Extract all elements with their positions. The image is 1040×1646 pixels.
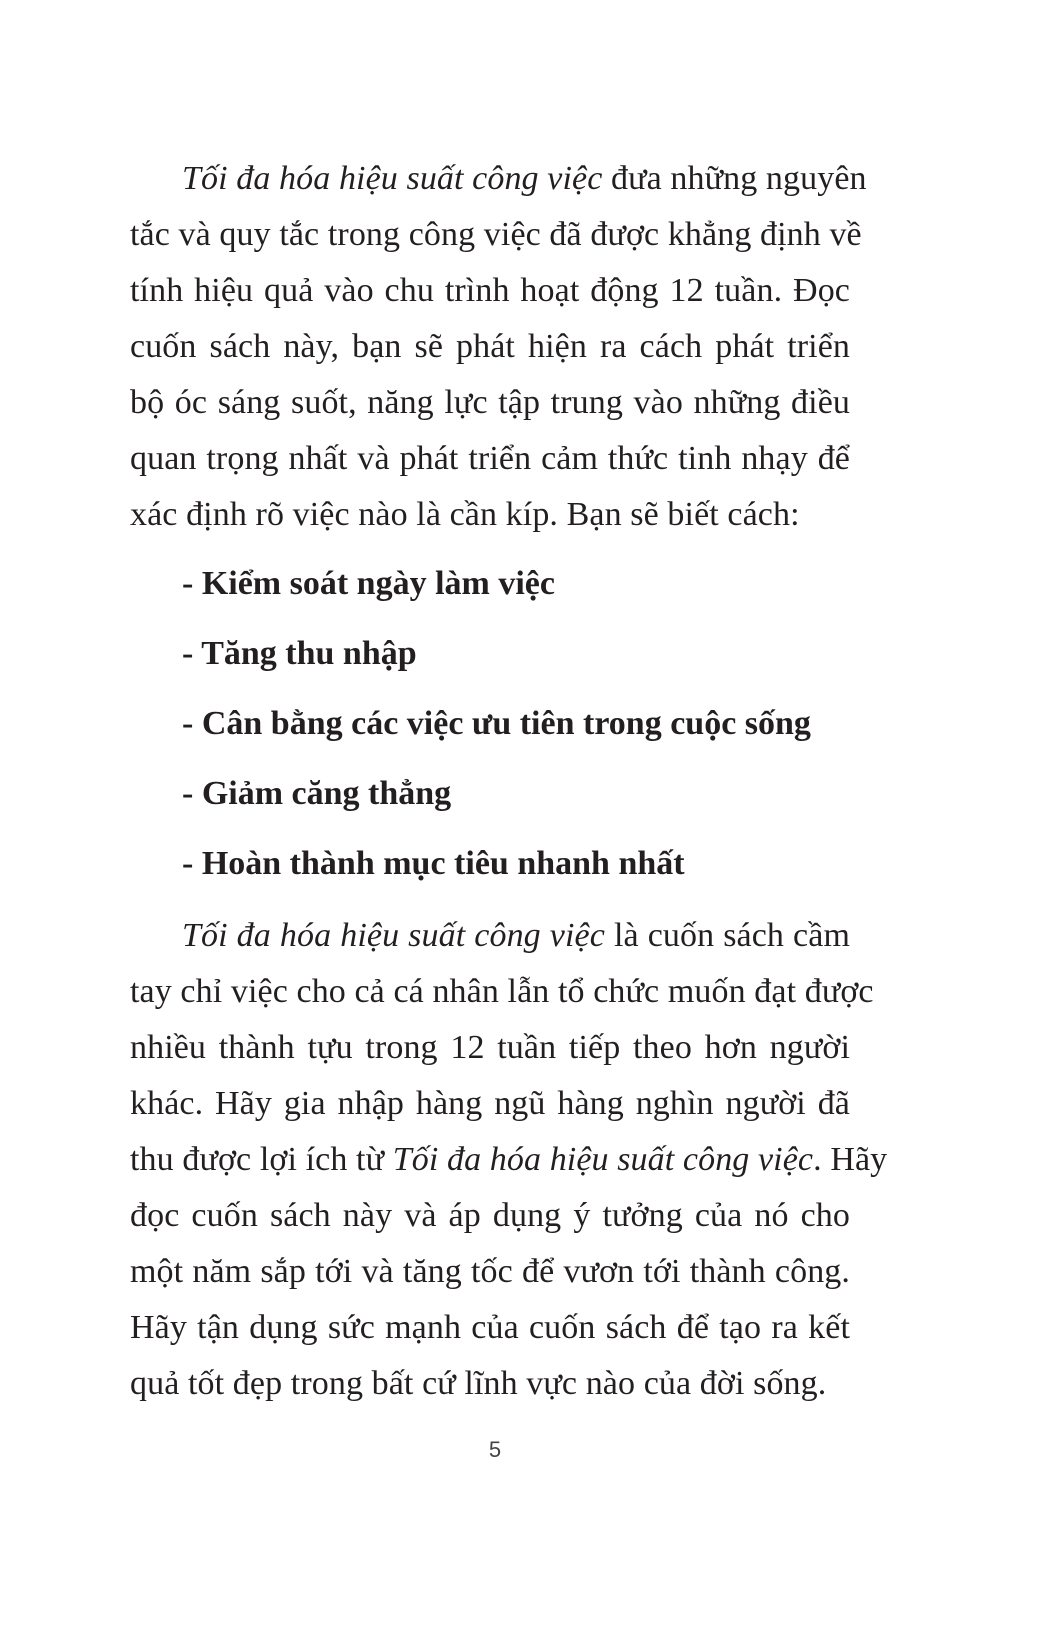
paragraph-line: tính hiệu quả vào chu trình hoạt động 12 tuần. Đọc: [130, 272, 850, 309]
paragraph-line: Tối đa hóa hiệu suất công việc là cuốn sách cầm: [182, 917, 850, 954]
paragraph-line: quan trọng nhất và phát triển cảm thức tinh nhạy để: [130, 440, 850, 477]
benefit-list: [182, 554, 882, 904]
paragraph-line: quả tốt đẹp trong bất cứ lĩnh vực nào của đời sống.: [130, 1365, 827, 1402]
paragraph-line: xác định rõ việc nào là cần kíp. Bạn sẽ biết cách:: [130, 496, 800, 533]
paragraph-line: khác. Hãy gia nhập hàng ngũ hàng nghìn người đã: [130, 1085, 850, 1122]
list-item: - Kiểm soát ngày làm việc: [182, 565, 555, 602]
paragraph-line: một năm sắp tới và tăng tốc để vươn tới thành công.: [130, 1253, 850, 1290]
list-item: - Cân bằng các việc ưu tiên trong cuộc sống: [182, 705, 811, 742]
book-title: Tối đa hóa hiệu suất công việc: [392, 1141, 814, 1178]
paragraph-line: Hãy tận dụng sức mạnh của cuốn sách để tạo ra kết: [130, 1309, 850, 1346]
page-number: 5: [488, 1437, 502, 1462]
list-item: - Tăng thu nhập: [182, 635, 417, 672]
paragraph-line: thu được lợi ích từ Tối đa hóa hiệu suất công việc. Hãy: [130, 1141, 888, 1178]
intro-paragraph: [130, 151, 867, 543]
list-item: - Hoàn thành mục tiêu nhanh nhất: [182, 845, 685, 882]
list-item: - Giảm căng thẳng: [182, 775, 452, 812]
paragraph-line: tay chỉ việc cho cả cá nhân lẫn tổ chức muốn đạt được: [130, 973, 874, 1010]
book-title: Tối đa hóa hiệu suất công việc: [182, 917, 605, 954]
paragraph-line: Tối đa hóa hiệu suất công việc đưa những nguyên: [182, 160, 867, 197]
book-title: Tối đa hóa hiệu suất công việc: [182, 160, 603, 197]
paragraph-line: đọc cuốn sách này và áp dụng ý tưởng của nó cho: [130, 1197, 850, 1234]
paragraph-line: cuốn sách này, bạn sẽ phát hiện ra cách phát triển: [130, 328, 850, 365]
paragraph-line: bộ óc sáng suốt, năng lực tập trung vào những điều: [130, 384, 850, 421]
paragraph-line: nhiều thành tựu trong 12 tuần tiếp theo hơn người: [130, 1029, 850, 1066]
closing-paragraph: [130, 908, 888, 1412]
paragraph-line: tắc và quy tắc trong công việc đã được khẳng định về: [130, 216, 862, 253]
